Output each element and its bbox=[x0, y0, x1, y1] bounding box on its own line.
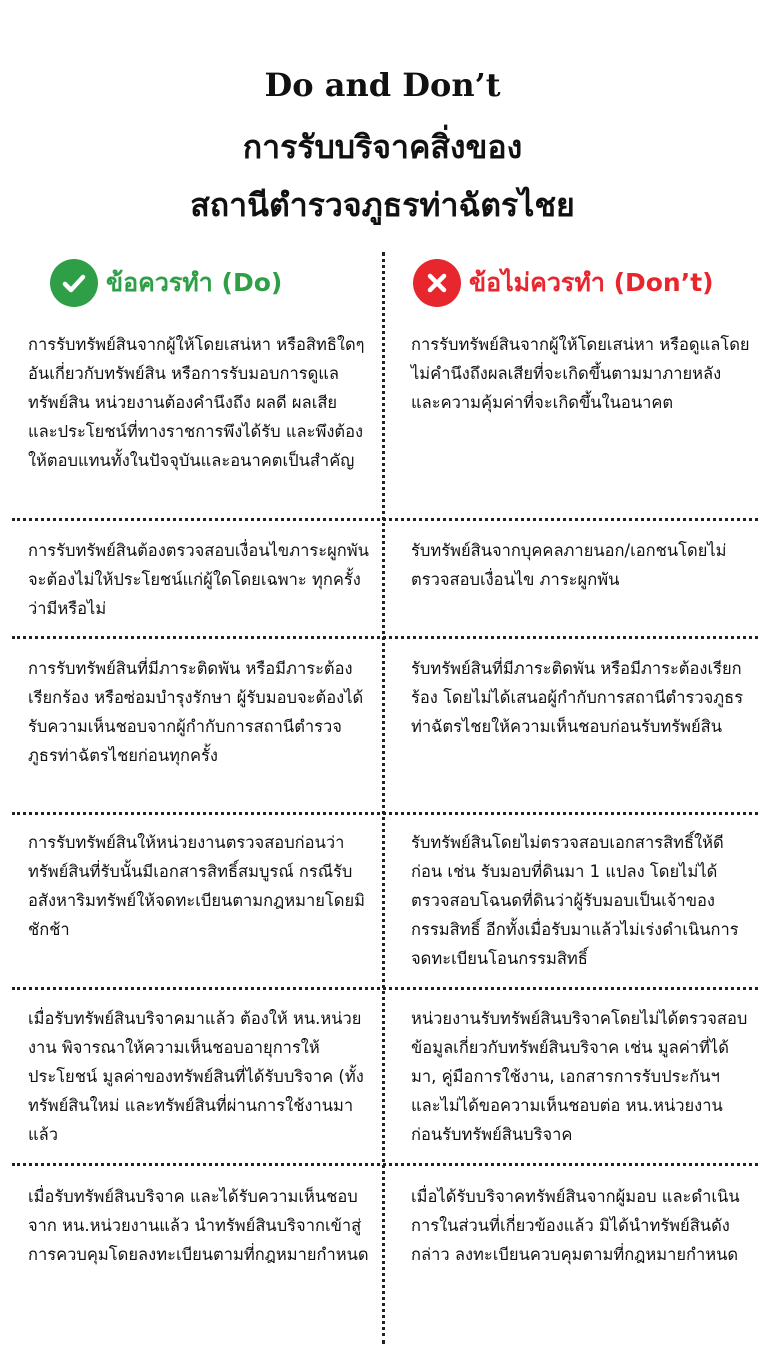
do-column-label: ข้อควรทำ (Do) bbox=[106, 268, 283, 297]
dont-item: การรับทรัพย์สินจากผู้ให้โดยเสน่หา หรือดูแลโดยไม่คำนึงถึงผลเสียที่จะเกิดขึ้นตามมาภายหลัง และความคุ้มค่าที่จะเกิดขึ้นในอนาคต bbox=[411, 335, 750, 412]
dont-item: รับทรัพย์สินโดยไม่ตรวจสอบเอกสารสิทธิ์ให้ดีก่อน เช่น รับมอบที่ดินมา 1 แปลง โดยไม่ได้ตรวจสอบโฉนดที่ดินว่าผู้รับมอบเป็นเจ้าของกรรมสิทธิ์ อีกทั้งเมื่อรับมาแล้วไม่เร่งดำเนินการจดทะเบียนโอนกรรมสิทธิ์ bbox=[411, 833, 739, 968]
do-item: การรับทรัพย์สินให้หน่วยงานตรวจสอบก่อนว่าทรัพย์สินที่รับนั้นมีเอกสารสิทธิ์สมบูรณ์ กรณีรับอสังหาริมทรัพย์ให้จดทะเบียนตามกฎหมายโดยมิชักช้า bbox=[28, 833, 366, 939]
column-divider bbox=[382, 252, 385, 1344]
dont-item: หน่วยงานรับทรัพย์สินบริจาคโดยไม่ได้ตรวจสอบข้อมูลเกี่ยวกับทรัพย์สินบริจาค เช่น มูลค่าที่ได้มา, คู่มือการใช้งาน, เอกสารการรับประกันฯ และไม่ได้ขอความเห็นชอบต่อ หน.หน่วยงาน ก่อนรับทรัพย์สินบริจาค bbox=[411, 1009, 748, 1144]
dont-item: รับทรัพย์สินจากบุคคลภายนอก/เอกชนโดยไม่ตรวจสอบเงื่อนไข ภาระผูกพัน bbox=[411, 541, 727, 589]
page-title: Do and Don’t bbox=[264, 66, 501, 104]
dont-column-label: ข้อไม่ควรทำ (Don’t) bbox=[469, 268, 714, 297]
dont-item: เมื่อได้รับบริจาคทรัพย์สินจากผู้มอบ และดำเนินการในส่วนที่เกี่ยวข้องแล้ว มิได้นำทรัพย์สินดังกล่าว ลงทะเบียนควบคุมตามที่กฎหมายกำหนด bbox=[411, 1187, 740, 1264]
do-item: เมื่อรับทรัพย์สินบริจาคมาแล้ว ต้องให้ หน.หน่วยงาน พิจารณาให้ความเห็นชอบอายุการให้ประโยชน์ มูลค่าของทรัพย์สินที่ได้รับบริจาค (ทั้งทรัพย์สินใหม่ และทรัพย์สินที่ผ่านการใช้งานมาแล้ว bbox=[28, 1009, 364, 1144]
page-subtitle: การรับบริจาคสิ่งของ bbox=[242, 128, 523, 166]
row-divider bbox=[12, 1163, 758, 1166]
dont-item: รับทรัพย์สินที่มีภาระติดพัน หรือมีภาระต้องเรียกร้อง โดยไม่ได้เสนอผู้กำกับการสถานีตำรวจภูธรท่าฉัตรไชยให้ความเห็นชอบก่อนรับทรัพย์สิน bbox=[411, 659, 744, 736]
row-divider bbox=[12, 987, 758, 990]
do-item: การรับทรัพย์สินจากผู้ให้โดยเสน่หา หรือสิทธิใดๆ อันเกี่ยวกับทรัพย์สิน หรือการรับมอบการดูแลทรัพย์สิน หน่วยงานต้องคำนึงถึง ผลดี ผลเสีย และประโยชน์ที่ทางราชการพึงได้รับ และพึงต้องให้ตอบแทนทั้งในปัจจุบันและอนาคตเป็นสำคัญ bbox=[28, 335, 365, 470]
row-divider bbox=[12, 812, 758, 815]
page-subtitle-station: สถานีตำรวจภูธรท่าฉัตรไชย bbox=[190, 186, 575, 224]
row-divider bbox=[12, 636, 758, 639]
dont-column-header bbox=[413, 258, 714, 308]
check-circle-icon bbox=[50, 259, 98, 307]
do-item: การรับทรัพย์สินที่มีภาระติดพัน หรือมีภาระต้องเรียกร้อง หรือซ่อมบำรุงรักษา ผู้รับมอบจะต้องได้รับความเห็นชอบจากผู้กำกับการสถานีตำรวจภูธรท่าฉัตรไชยก่อนทุกครั้ง bbox=[28, 659, 364, 765]
do-item: การรับทรัพย์สินต้องตรวจสอบเงื่อนไขภาระผูกพัน จะต้องไม่ให้ประโยชน์แก่ผู้ใดโดยเฉพาะ ทุกครั้งว่ามีหรือไม่ bbox=[28, 541, 369, 618]
x-circle-icon bbox=[413, 259, 461, 307]
do-column-header bbox=[50, 258, 282, 308]
do-item: เมื่อรับทรัพย์สินบริจาค และได้รับความเห็นชอบจาก หน.หน่วยงานแล้ว นำทรัพย์สินบริจากเข้าสู่การควบคุมโดยลงทะเบียนตามที่กฎหมายกำหนด bbox=[28, 1187, 369, 1264]
row-divider bbox=[12, 518, 758, 521]
